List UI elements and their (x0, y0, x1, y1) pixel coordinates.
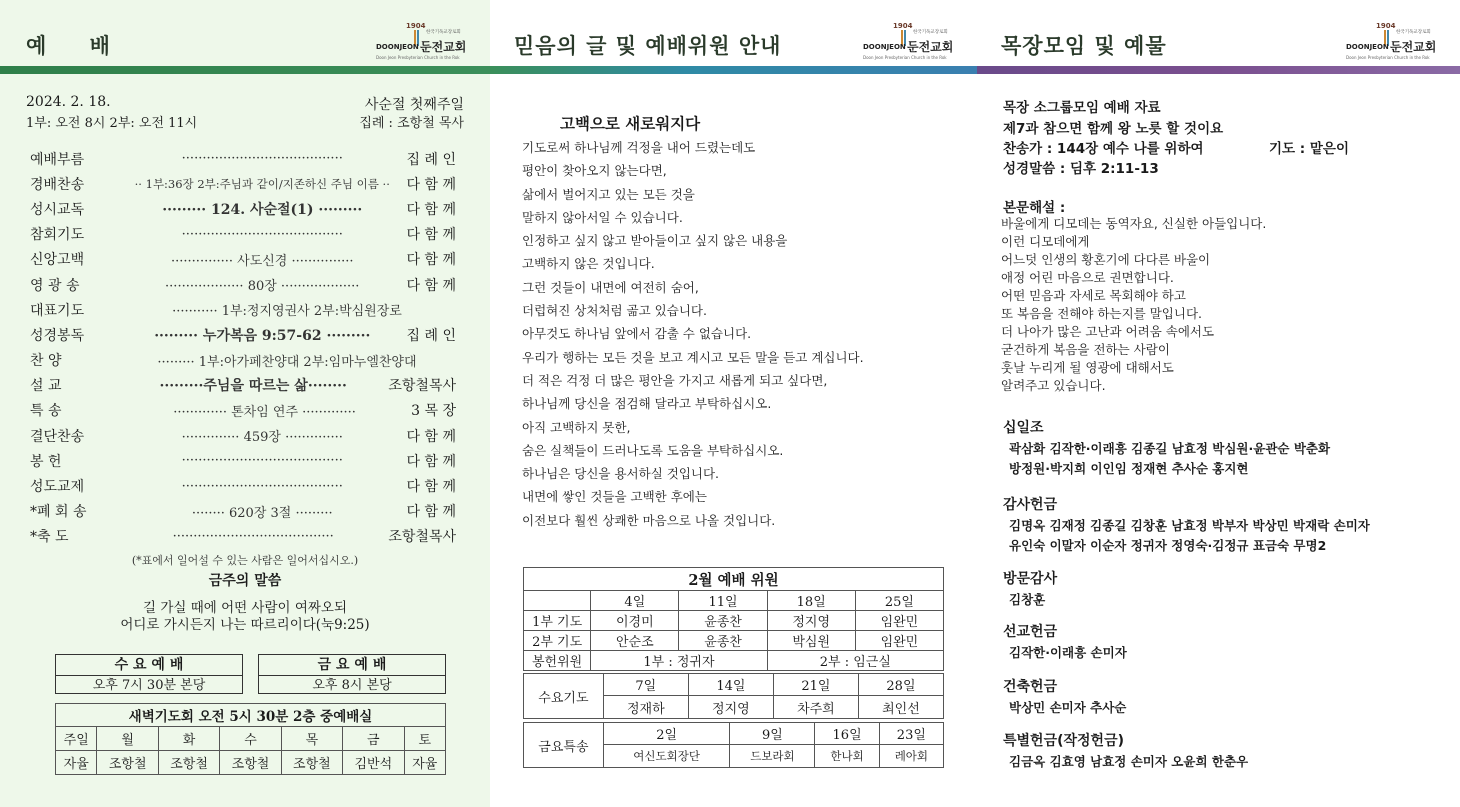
order-item: ·· 1부:36장 2부:주님과 같이/지존하신 주님 이름 ·· (134, 176, 390, 191)
duty-date: 25일 (855, 591, 943, 611)
order-person: 다 함 께 (406, 428, 456, 445)
worship-order-row (30, 473, 456, 498)
worship-order-row (30, 373, 456, 398)
essay-line: 하나님은 당신을 용서하실 것입니다. (522, 466, 720, 482)
order-label: 결단찬송 (30, 428, 85, 445)
table-name: 차주희 (773, 696, 858, 719)
commentary-line: 알려주고 있습니다. (1001, 378, 1106, 393)
duty-name: 윤종찬 (679, 631, 767, 651)
duty-date: 11일 (679, 591, 767, 611)
commentary-line: 또 복음을 전해야 하는지를 말입니다. (1001, 306, 1202, 321)
worship-order-row (30, 348, 456, 373)
meditation-page (490, 0, 977, 807)
page-header (977, 0, 1460, 66)
order-person: 3 목 장 (411, 403, 456, 420)
order-item: ······································· (172, 528, 334, 544)
order-item: ·········주님을 따르는 삶········ (159, 378, 347, 395)
order-person: 다 함 께 (406, 201, 456, 218)
order-label: 특 송 (30, 403, 62, 420)
duty-title: 2월 예배 위원 (524, 568, 944, 591)
commentary-title: 본문해설 : (1003, 200, 1066, 216)
order-label: 성시교독 (30, 201, 85, 218)
worship-duty-table (523, 567, 944, 671)
offering-heading: 방문감사 (1003, 571, 1058, 587)
order-item: ··········· 1부:정지영권사 2부:박심원장로 (172, 304, 402, 320)
header-stripe (0, 66, 490, 74)
table-date: 2일 (603, 723, 730, 745)
dawn-leader: 조항철 (220, 751, 281, 775)
table-label: 금요특송 (524, 723, 604, 768)
verse-line: 어디로 가시든지 나는 따르리이다(눅9:25) (120, 617, 370, 633)
order-person: 다 함 께 (406, 504, 456, 521)
commentary-line: 더 나아가 많은 고난과 어려움 속에서도 (1001, 324, 1215, 339)
offering-names: 박상민 손미자 추사순 (1009, 700, 1127, 715)
offering-first: 1부 : 정귀자 (591, 651, 767, 671)
wednesday-service-box: 수 요 예 배 오후 7시 30분 본당 (55, 654, 243, 694)
order-label: 예배부름 (30, 151, 85, 168)
church-logo: 1904 한국기독교장로회 DOONJEON 둔전교회 Doon Jeon Presbyterian Church in the Rok (376, 22, 467, 60)
worship-order-row (30, 196, 456, 221)
church-logo: 1904 한국기독교장로회 DOONJEON 둔전교회 Doon Jeon Presbyterian Church in the Rok (863, 22, 954, 60)
essay-line: 평안이 찾아오지 않는다면, (522, 163, 667, 179)
worship-leader: 집례 : 조항철 목사 (359, 116, 464, 131)
essay-line: 더럽혀진 상처처럼 곪고 있습니다. (522, 303, 707, 319)
order-person: 다 함 께 (406, 176, 456, 193)
duty-name: 박심원 (767, 631, 855, 651)
scripture-line: 성경말씀 : 딤후 2:11-13 (1003, 161, 1159, 177)
offering-label: 봉헌위원 (524, 651, 591, 671)
worship-page (0, 0, 490, 807)
liturgical-season: 사순절 첫째주일 (364, 97, 464, 113)
dawn-day: 수 (220, 727, 281, 751)
order-person: 조항철목사 (388, 529, 456, 546)
offering-second: 2부 : 임근실 (767, 651, 943, 671)
commentary-line: 어떤 믿음과 자세로 목회해야 하고 (1001, 288, 1186, 303)
dawn-leader: 자율 (56, 751, 97, 775)
dawn-prayer-table (55, 703, 446, 775)
essay-line: 이전보다 훨씬 상쾌한 마음으로 나올 것입니다. (522, 512, 776, 528)
essay-line: 기도로써 하나님께 걱정을 내어 드렸는데도 (522, 140, 756, 155)
order-person: 다 함 께 (406, 479, 456, 496)
order-person: 다 함 께 (406, 277, 456, 294)
offering-names: 김작한·이래흥 손미자 (1009, 645, 1127, 660)
essay-line: 고백하지 않은 것입니다. (522, 256, 655, 272)
offering-page (977, 0, 1460, 807)
dawn-day: 월 (97, 727, 158, 751)
dawn-title: 새벽기도회 오전 5시 30분 2층 중예배실 (56, 704, 446, 727)
essay-line: 아무것도 하나님 앞에서 감출 수 없습니다. (522, 326, 752, 342)
table-date: 9일 (730, 723, 815, 745)
order-person: 조항철목사 (388, 378, 456, 395)
essay-line: 삶에서 벌어지고 있는 모든 것을 (522, 186, 695, 202)
table-date: 21일 (773, 674, 858, 696)
offering-names: 방정원·박지희 이인임 정재현 추사순 홍지현 (1009, 461, 1249, 476)
table-date: 28일 (858, 674, 943, 696)
order-label: 찬 양 (30, 353, 62, 370)
dawn-day: 토 (404, 727, 446, 751)
dawn-day: 화 (158, 727, 219, 751)
offering-heading: 감사헌금 (1003, 497, 1058, 513)
essay-line: 말하지 않아서일 수 있습니다. (522, 209, 683, 225)
dawn-leader: 조항철 (97, 751, 158, 775)
order-item: ······································· (181, 478, 343, 494)
dawn-day: 금 (343, 727, 404, 751)
blank-cell (524, 591, 591, 611)
order-item: ········· 누가복음 9:57-62 ········· (154, 327, 371, 344)
wednesday-prayer-table (523, 673, 944, 719)
order-item: ··············· 사도신경 ··············· (171, 253, 354, 269)
worship-date: 2024. 2. 18. (26, 94, 111, 110)
order-label: 신앙고백 (30, 252, 85, 269)
church-logo: 1904 한국기독교장로회 DOONJEON 둔전교회 Doon Jeon Presbyterian Church in the Rok (1346, 22, 1437, 60)
duty-row-label: 2부 기도 (524, 631, 591, 651)
offering-heading: 선교헌금 (1003, 624, 1058, 640)
duty-name: 정지영 (767, 611, 855, 631)
order-person: 다 함 께 (406, 252, 456, 269)
page-title: 예 배 (26, 34, 128, 58)
table-date: 7일 (603, 674, 688, 696)
dawn-leader: 김반석 (343, 751, 404, 775)
dawn-leader: 조항철 (281, 751, 342, 775)
page-title: 목장모임 및 예물 (1001, 34, 1167, 58)
commentary-line: 이런 디모데에게 (1001, 234, 1090, 249)
table-date: 23일 (879, 723, 943, 745)
table-date: 16일 (815, 723, 879, 745)
order-label: 성도교제 (30, 479, 85, 496)
order-of-worship (30, 146, 456, 549)
worship-order-row (30, 222, 456, 247)
offering-names: 유인숙 이말자 이순자 정귀자 정영숙·김정규 표금숙 무명2 (1009, 538, 1327, 553)
dawn-leader: 자율 (404, 751, 446, 775)
order-label: 설 교 (30, 378, 62, 395)
worship-order-row (30, 272, 456, 297)
worship-order-row (30, 297, 456, 322)
order-item: ······································· (181, 453, 343, 469)
dawn-day: 주일 (56, 727, 97, 751)
worship-order-row (30, 171, 456, 196)
page-header (0, 0, 490, 66)
duty-row-label: 1부 기도 (524, 611, 591, 631)
friday-special-table (523, 722, 944, 768)
worship-order-row (30, 247, 456, 272)
order-label: 대표기도 (30, 302, 85, 319)
commentary-line: 애정 어린 마음으로 권면합니다. (1001, 270, 1174, 285)
commentary-line: 굳건하게 복음을 전하는 사람이 (1001, 342, 1170, 357)
order-person: 다 함 께 (406, 227, 456, 244)
order-item: ············· 톤차임 연주 ············· (173, 404, 356, 420)
friday-service-box: 금 요 예 배 오후 8시 본당 (258, 654, 446, 694)
order-item: ········· 1부:아가페찬양대 2부:임마누엘찬양대 (157, 354, 417, 370)
order-label: 참회기도 (30, 227, 85, 244)
order-label: 영 광 송 (30, 277, 80, 294)
worship-order-row (30, 499, 456, 524)
lesson-title: 제7과 참으면 함께 왕 노릇 할 것이요 (1003, 121, 1224, 137)
offering-heading: 건축헌금 (1003, 679, 1058, 695)
duty-name: 임완민 (855, 631, 943, 651)
order-label: *폐 회 송 (30, 504, 87, 521)
worship-order-row (30, 524, 456, 549)
duty-date: 4일 (591, 591, 679, 611)
essay-line: 더 적은 걱정 더 많은 평안을 가지고 새롭게 되고 싶다면, (522, 372, 828, 388)
duty-name: 윤종찬 (679, 611, 767, 631)
order-item: ········· 124. 사순절(1) ········· (162, 201, 363, 218)
order-person: 집 례 인 (406, 327, 456, 344)
worship-order-row (30, 398, 456, 423)
order-label: *축 도 (30, 529, 69, 546)
offering-names: 김창훈 (1009, 592, 1046, 607)
offering-heading: 특별헌금(작정헌금) (1003, 733, 1124, 749)
verse-line: 길 가실 때에 어떤 사람이 여짜오되 (142, 600, 348, 616)
header-stripe (977, 66, 1460, 74)
table-name: 최인선 (858, 696, 943, 719)
commentary-line: 훗날 누리게 될 영광에 대해서도 (1001, 360, 1174, 375)
standing-note: (*표에서 일어설 수 있는 사람은 일어서십시오.) (131, 554, 359, 567)
essay-line: 하나님께 당신을 점검해 달라고 부탁하십시오. (522, 396, 772, 412)
table-name: 여신도회장단 (603, 745, 730, 768)
essay-line: 아직 고백하지 못한, (522, 419, 631, 435)
offering-heading: 십일조 (1003, 420, 1044, 436)
worship-order-row (30, 146, 456, 171)
offering-names: 곽삼화 김작한·이래흥 김종길 남효정 박심원·윤관순 박춘화 (1009, 441, 1331, 456)
essay-line: 숨은 실책들이 드러나도록 도움을 부탁하십시오. (522, 442, 784, 458)
order-person: 다 함 께 (406, 453, 456, 470)
worship-order-row (30, 322, 456, 347)
order-item: ·············· 459장 ·············· (181, 430, 343, 446)
duty-name: 안순조 (591, 631, 679, 651)
table-name: 정지영 (688, 696, 773, 719)
order-person: 집 례 인 (406, 151, 456, 168)
worship-times: 1부: 오전 8시 2부: 오전 11시 (26, 116, 198, 131)
essay-title: 고백으로 새로워지다 (560, 115, 701, 133)
order-item: ··················· 80장 ··················· (165, 279, 360, 295)
essay-line: 인정하고 싶지 않고 받아들이고 싶지 않은 내용을 (522, 233, 788, 249)
table-label: 수요기도 (524, 674, 604, 719)
offering-names: 김금옥 김효영 남효정 손미자 오윤희 한춘우 (1009, 754, 1249, 769)
essay-body (522, 138, 962, 534)
commentary-line: 바울에게 디모데는 동역자요, 신실한 아들입니다. (1001, 216, 1267, 231)
page-title: 믿음의 글 및 예배위원 안내 (514, 34, 782, 58)
header-stripe (490, 66, 977, 74)
commentary-line: 어느덧 인생의 황혼기에 다다른 바울이 (1001, 252, 1211, 267)
hymn-line: 찬송가 : 144장 예수 나를 위하여 (1003, 141, 1204, 157)
prayer-line: 기도 : 맡은이 (1269, 141, 1350, 157)
table-name: 레아회 (879, 745, 943, 768)
order-item: ······································· (181, 226, 343, 242)
verse-title: 금주의 말씀 (208, 573, 282, 589)
order-item: ········ 620장 3절 ········· (191, 505, 333, 521)
table-name: 드보라회 (730, 745, 815, 768)
table-date: 14일 (688, 674, 773, 696)
worship-order-row (30, 448, 456, 473)
page-header (490, 0, 977, 66)
order-label: 경배찬송 (30, 176, 85, 193)
essay-line: 우리가 행하는 모든 것을 보고 계시고 모든 말을 듣고 계십니다. (522, 349, 864, 365)
table-name: 정재하 (603, 696, 688, 719)
order-item: ······································· (181, 151, 343, 167)
duty-name: 임완민 (855, 611, 943, 631)
order-label: 봉 헌 (30, 453, 62, 470)
duty-name: 이경미 (591, 611, 679, 631)
dawn-day: 목 (281, 727, 342, 751)
duty-date: 18일 (767, 591, 855, 611)
essay-line: 그런 것들이 내면에 여전히 숨어, (522, 279, 699, 295)
table-name: 한나회 (815, 745, 879, 768)
dawn-leader: 조항철 (158, 751, 219, 775)
worship-order-row (30, 423, 456, 448)
offering-names: 김명옥 김재정 김종길 김창훈 남효정 박부자 박상민 박재락 손미자 (1009, 518, 1370, 533)
order-label: 성경봉독 (30, 327, 85, 344)
essay-line: 내면에 쌓인 것들을 고백한 후에는 (522, 489, 707, 505)
cell-group-heading: 목장 소그룹모임 예배 자료 (1003, 100, 1161, 116)
